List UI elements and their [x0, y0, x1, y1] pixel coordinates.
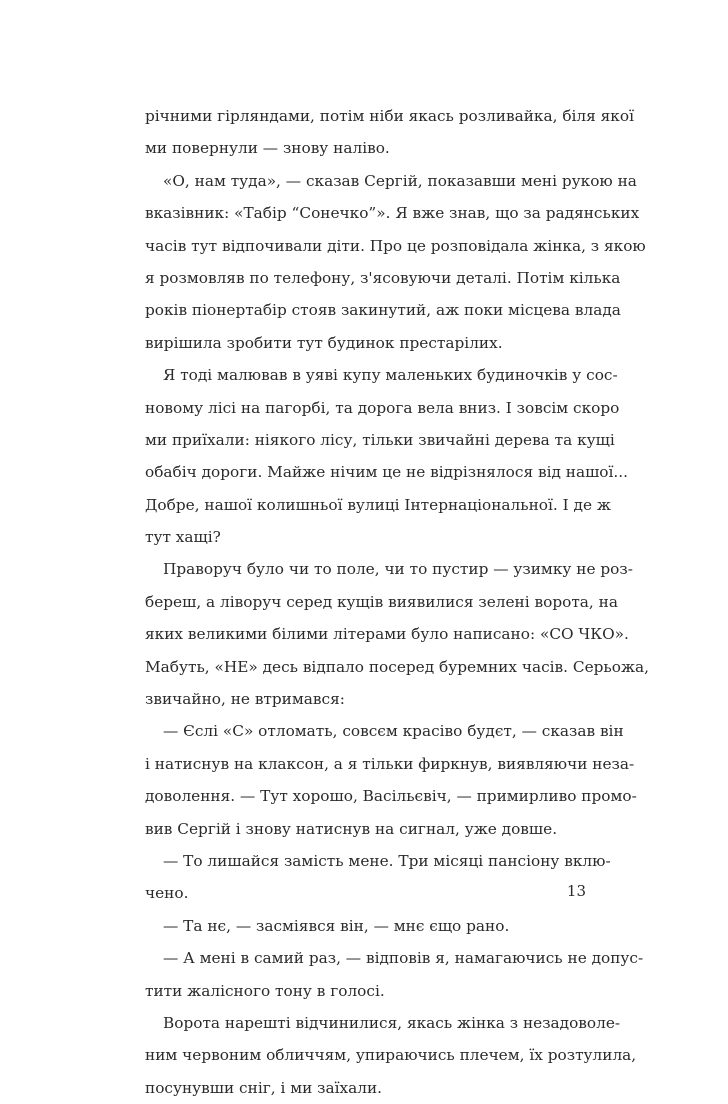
text-line: чено. [145, 884, 189, 903]
text-line: ним червоним обличчям, упираючись плечем, їх розтулила, [145, 1046, 637, 1065]
text-line: тут хащі? [145, 528, 221, 547]
text-line: Мабуть, «НЕ» десь відпало посеред буремних часів. Серьожа, [145, 657, 650, 676]
body-text [145, 100, 650, 1104]
page-number: 13 [566, 882, 586, 900]
text-line: я розмовляв по телефону, з'ясовуючи деталі. Потім кілька [145, 268, 621, 287]
text-line: і натиснув на клаксон, а я тільки фиркнув, виявляючи неза- [145, 754, 635, 773]
text-line: — А мені в самий раз, — відповів я, намагаючись не допус- [163, 949, 644, 968]
text-line: Я тоді малював в уяві купу маленьких будиночків у сос- [163, 366, 618, 385]
text-line: вив Сергій і знову натиснув на сигнал, уже довше. [145, 819, 558, 838]
text-line: новому лісі на пагорбі, та дорога вела вниз. І зовсім скоро [145, 398, 620, 417]
text-line: Ворота нарешті відчинилися, якась жінка з незадоволе- [163, 1013, 621, 1032]
text-line: береш, а ліворуч серед кущів виявилися зелені ворота, на [145, 592, 618, 611]
text-line: — Єслі «С» отломать, совсєм красіво будєт, — сказав він [163, 722, 624, 741]
text-line: доволення. — Тут хорошо, Васільєвіч, — примирливо промо- [145, 787, 637, 806]
text-line: звичайно, не втримався: [145, 690, 345, 709]
text-line: тити жалісного тону в голосі. [145, 981, 385, 1000]
text-line: обабіч дороги. Майже нічим це не відрізнялося від нашої... [145, 463, 628, 482]
text-line: років піонертабір стояв закинутий, аж поки місцева влада [145, 301, 621, 320]
text-line: вказівник: «Табір “Сонечко”». Я вже знав, що за радянських [145, 204, 640, 223]
text-line: — То лишайся замість мене. Три місяці пансіону вклю- [163, 851, 611, 870]
text-line: «О, нам туда», — сказав Сергій, показавши мені рукою на [163, 171, 637, 190]
text-line: Добре, нашої колишньої вулиці Інтернаціональної. І де ж [145, 495, 611, 514]
text-line: посунувши сніг, і ми заїхали. [145, 1078, 383, 1097]
text-line: ми повернули — знову наліво. [145, 139, 390, 158]
text-line: — Та нє, — засміявся він, — мнє єщо рано. [163, 916, 510, 935]
text-line: яких великими білими літерами було написано: «СО ЧКО». [145, 625, 629, 644]
text-line: вирішила зробити тут будинок престарілих. [145, 333, 503, 352]
text-line: часів тут відпочивали діти. Про це розповідала жінка, з якою [145, 236, 646, 255]
text-line: Праворуч було чи то поле, чи то пустир — узимку не роз- [163, 560, 633, 579]
text-line: річними гірляндами, потім ніби якась розливайка, біля якої [145, 107, 634, 125]
text-line: ми приїхали: ніякого лісу, тільки звичайні дерева та кущі [145, 430, 615, 449]
